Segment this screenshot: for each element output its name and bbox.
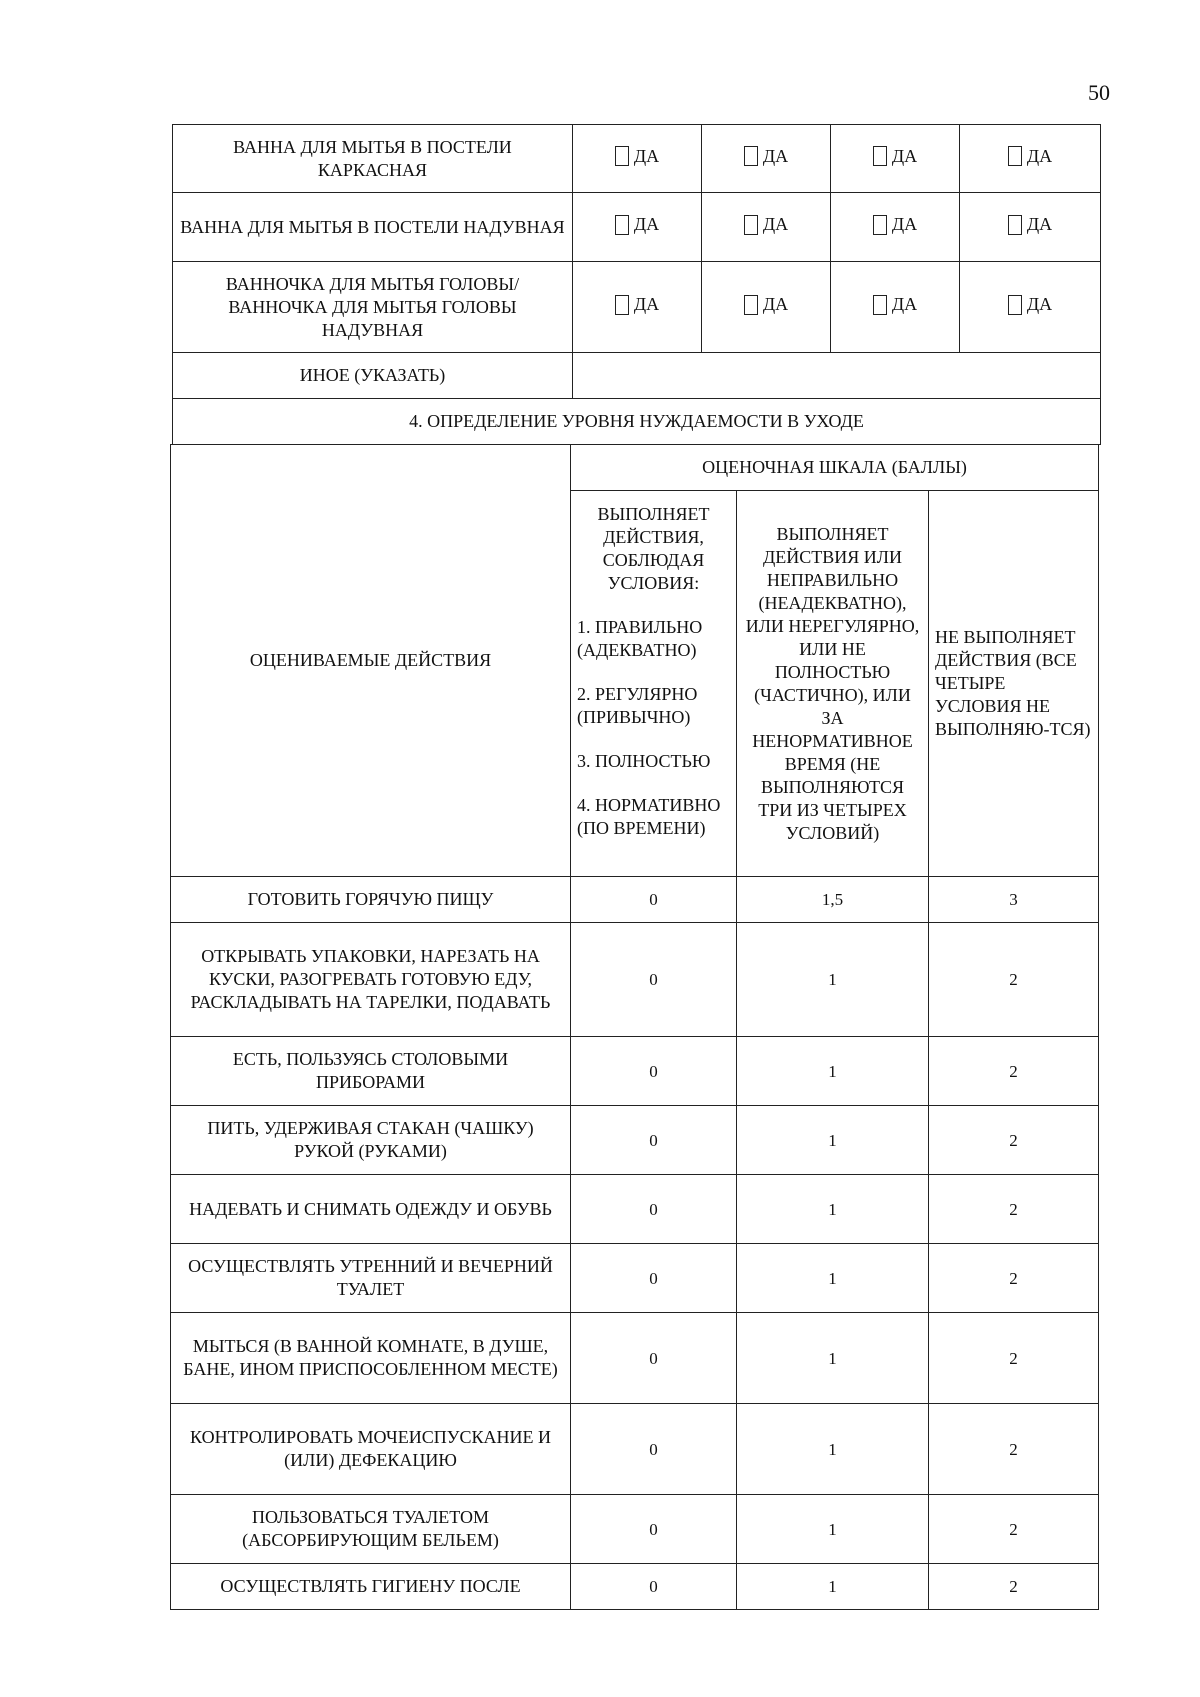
action-name: ПИТЬ, УДЕРЖИВАЯ СТАКАН (ЧАШКУ) РУКОЙ (РУКАМИ) [171, 1106, 571, 1175]
score-value: 0 [571, 1175, 737, 1244]
scale-header: ОЦЕНОЧНАЯ ШКАЛА (БАЛЛЫ) [571, 445, 1099, 491]
action-name: ОТКРЫВАТЬ УПАКОВКИ, НАРЕЗАТЬ НА КУСКИ, РАЗОГРЕВАТЬ ГОТОВУЮ ЕДУ, РАСКЛАДЫВАТЬ НА ТАРЕЛКИ, ПОДАВАТЬ [171, 923, 571, 1037]
score-value: 2 [929, 1175, 1099, 1244]
score-value: 0 [571, 1404, 737, 1495]
yes-label: ДА [633, 214, 660, 235]
action-row [171, 1313, 1099, 1404]
score-value: 0 [571, 1106, 737, 1175]
page-number: 50 [1088, 80, 1110, 105]
action-name: НАДЕВАТЬ И СНИМАТЬ ОДЕЖДУ И ОБУВЬ [171, 1175, 571, 1244]
action-name: ПОЛЬЗОВАТЬСЯ ТУАЛЕТОМ (АБСОРБИРУЮЩИМ БЕЛЬЕМ) [171, 1495, 571, 1564]
score-value: 0 [571, 877, 737, 923]
action-name: ЕСТЬ, ПОЛЬЗУЯСЬ СТОЛОВЫМИ ПРИБОРАМИ [171, 1037, 571, 1106]
checkbox-icon [615, 295, 629, 315]
conditions-head: ВЫПОЛНЯЕТ ДЕЙСТВИЯ, СОБЛЮДАЯ УСЛОВИЯ: [597, 504, 710, 593]
score-value: 0 [571, 1564, 737, 1610]
yes-label: ДА [762, 214, 789, 235]
score-0-header [571, 491, 737, 877]
score-value: 1,5 [737, 877, 929, 923]
condition-1: 1. ПРАВИЛЬНО (АДЕКВАТНО) [577, 617, 703, 660]
score-value: 0 [571, 1244, 737, 1313]
yes-label: ДА [891, 294, 918, 315]
score-value: 1 [737, 1404, 929, 1495]
score-value: 0 [571, 1495, 737, 1564]
score-value: 2 [929, 1495, 1099, 1564]
section-title-row [173, 399, 1101, 445]
score-value: 2 [929, 1037, 1099, 1106]
action-row [171, 1244, 1099, 1313]
checkbox-icon [873, 295, 887, 315]
condition-3: 3. ПОЛНОСТЬЮ [577, 751, 711, 771]
action-row [171, 1404, 1099, 1495]
yes-checkbox[interactable] [873, 293, 917, 316]
score-value: 2 [929, 1106, 1099, 1175]
yes-checkbox[interactable] [873, 213, 917, 236]
checkbox-icon [1008, 215, 1022, 235]
equipment-other-row [173, 353, 1101, 399]
action-row [171, 1175, 1099, 1244]
action-name: ОСУЩЕСТВЛЯТЬ УТРЕННИЙ И ВЕЧЕРНИЙ ТУАЛЕТ [171, 1244, 571, 1313]
equipment-table [172, 124, 1101, 445]
action-name: КОНТРОЛИРОВАТЬ МОЧЕИСПУСКАНИЕ И (ИЛИ) ДЕФЕКАЦИЮ [171, 1404, 571, 1495]
score-value: 2 [929, 1564, 1099, 1610]
equipment-name: ВАННА ДЛЯ МЫТЬЯ В ПОСТЕЛИ НАДУВНАЯ [173, 193, 573, 262]
action-name: МЫТЬСЯ (В ВАННОЙ КОМНАТЕ, В ДУШЕ, БАНЕ, ИНОМ ПРИСПОСОБЛЕННОМ МЕСТЕ) [171, 1313, 571, 1404]
score-value: 0 [571, 923, 737, 1037]
yes-label: ДА [762, 294, 789, 315]
yes-checkbox[interactable] [744, 145, 788, 168]
equipment-row [173, 262, 1101, 353]
score-value: 3 [929, 877, 1099, 923]
score-value: 2 [929, 923, 1099, 1037]
actions-header: ОЦЕНИВАЕМЫЕ ДЕЙСТВИЯ [171, 445, 571, 877]
yes-label: ДА [762, 145, 789, 166]
action-row [171, 1106, 1099, 1175]
score-value: 1 [737, 1495, 929, 1564]
score-2-header: НЕ ВЫПОЛНЯЕТ ДЕЙСТВИЯ (ВСЕ ЧЕТЫРЕ УСЛОВИЯ НЕ ВЫПОЛНЯЮ-ТСЯ) [929, 491, 1099, 877]
score-value: 2 [929, 1404, 1099, 1495]
other-label: ИНОЕ (УКАЗАТЬ) [173, 353, 573, 399]
other-input[interactable] [573, 353, 1101, 399]
score-value: 1 [737, 1175, 929, 1244]
score-value: 1 [737, 1106, 929, 1175]
yes-checkbox[interactable] [615, 213, 659, 236]
yes-label: ДА [1026, 214, 1053, 235]
checkbox-icon [744, 295, 758, 315]
checkbox-icon [873, 215, 887, 235]
yes-checkbox[interactable] [744, 293, 788, 316]
condition-4: 4. НОРМАТИВНО (ПО ВРЕМЕНИ) [577, 795, 721, 838]
score-value: 0 [571, 1037, 737, 1106]
condition-2: 2. РЕГУЛЯРНО (ПРИВЫЧНО) [577, 684, 698, 727]
score-value: 2 [929, 1244, 1099, 1313]
yes-label: ДА [1026, 294, 1053, 315]
yes-checkbox[interactable] [1008, 145, 1052, 168]
score-value: 1 [737, 923, 929, 1037]
section-title: 4. ОПРЕДЕЛЕНИЕ УРОВНЯ НУЖДАЕМОСТИ В УХОДЕ [173, 399, 1101, 445]
yes-checkbox[interactable] [744, 213, 788, 236]
yes-label: ДА [1026, 145, 1053, 166]
action-row [171, 1037, 1099, 1106]
action-row [171, 923, 1099, 1037]
equipment-row [173, 125, 1101, 193]
action-row [171, 1564, 1099, 1610]
score-1-header: ВЫПОЛНЯЕТ ДЕЙСТВИЯ ИЛИ НЕПРАВИЛЬНО (НЕАДЕКВАТНО), ИЛИ НЕРЕГУЛЯРНО, ИЛИ НЕ ПОЛНОСТЬЮ (ЧАСТИЧНО), ИЛИ ЗА НЕНОРМАТИВНОЕ ВРЕМЯ (НЕ ВЫПОЛНЯЮТСЯ ТРИ ИЗ ЧЕТЫРЕХ УСЛОВИЙ) [737, 491, 929, 877]
action-name: ГОТОВИТЬ ГОРЯЧУЮ ПИЩУ [171, 877, 571, 923]
assessment-table [170, 444, 1099, 1610]
equipment-row [173, 193, 1101, 262]
yes-checkbox[interactable] [615, 145, 659, 168]
action-row [171, 877, 1099, 923]
score-value: 1 [737, 1564, 929, 1610]
yes-checkbox[interactable] [1008, 213, 1052, 236]
yes-label: ДА [891, 214, 918, 235]
score-value: 2 [929, 1313, 1099, 1404]
checkbox-icon [873, 146, 887, 166]
score-value: 0 [571, 1313, 737, 1404]
score-value: 1 [737, 1037, 929, 1106]
checkbox-icon [1008, 295, 1022, 315]
action-row [171, 1495, 1099, 1564]
checkbox-icon [1008, 146, 1022, 166]
checkbox-icon [615, 146, 629, 166]
score-value: 1 [737, 1244, 929, 1313]
yes-checkbox[interactable] [1008, 293, 1052, 316]
equipment-name: ВАННА ДЛЯ МЫТЬЯ В ПОСТЕЛИ КАРКАСНАЯ [173, 125, 573, 193]
checkbox-icon [744, 146, 758, 166]
yes-checkbox[interactable] [873, 145, 917, 168]
checkbox-icon [615, 215, 629, 235]
checkbox-icon [744, 215, 758, 235]
equipment-name: ВАННОЧКА ДЛЯ МЫТЬЯ ГОЛОВЫ/ВАННОЧКА ДЛЯ МЫТЬЯ ГОЛОВЫ НАДУВНАЯ [173, 262, 573, 353]
action-name: ОСУЩЕСТВЛЯТЬ ГИГИЕНУ ПОСЛЕ [171, 1564, 571, 1610]
yes-label: ДА [633, 294, 660, 315]
score-value: 1 [737, 1313, 929, 1404]
yes-label: ДА [633, 145, 660, 166]
yes-checkbox[interactable] [615, 293, 659, 316]
yes-label: ДА [891, 145, 918, 166]
